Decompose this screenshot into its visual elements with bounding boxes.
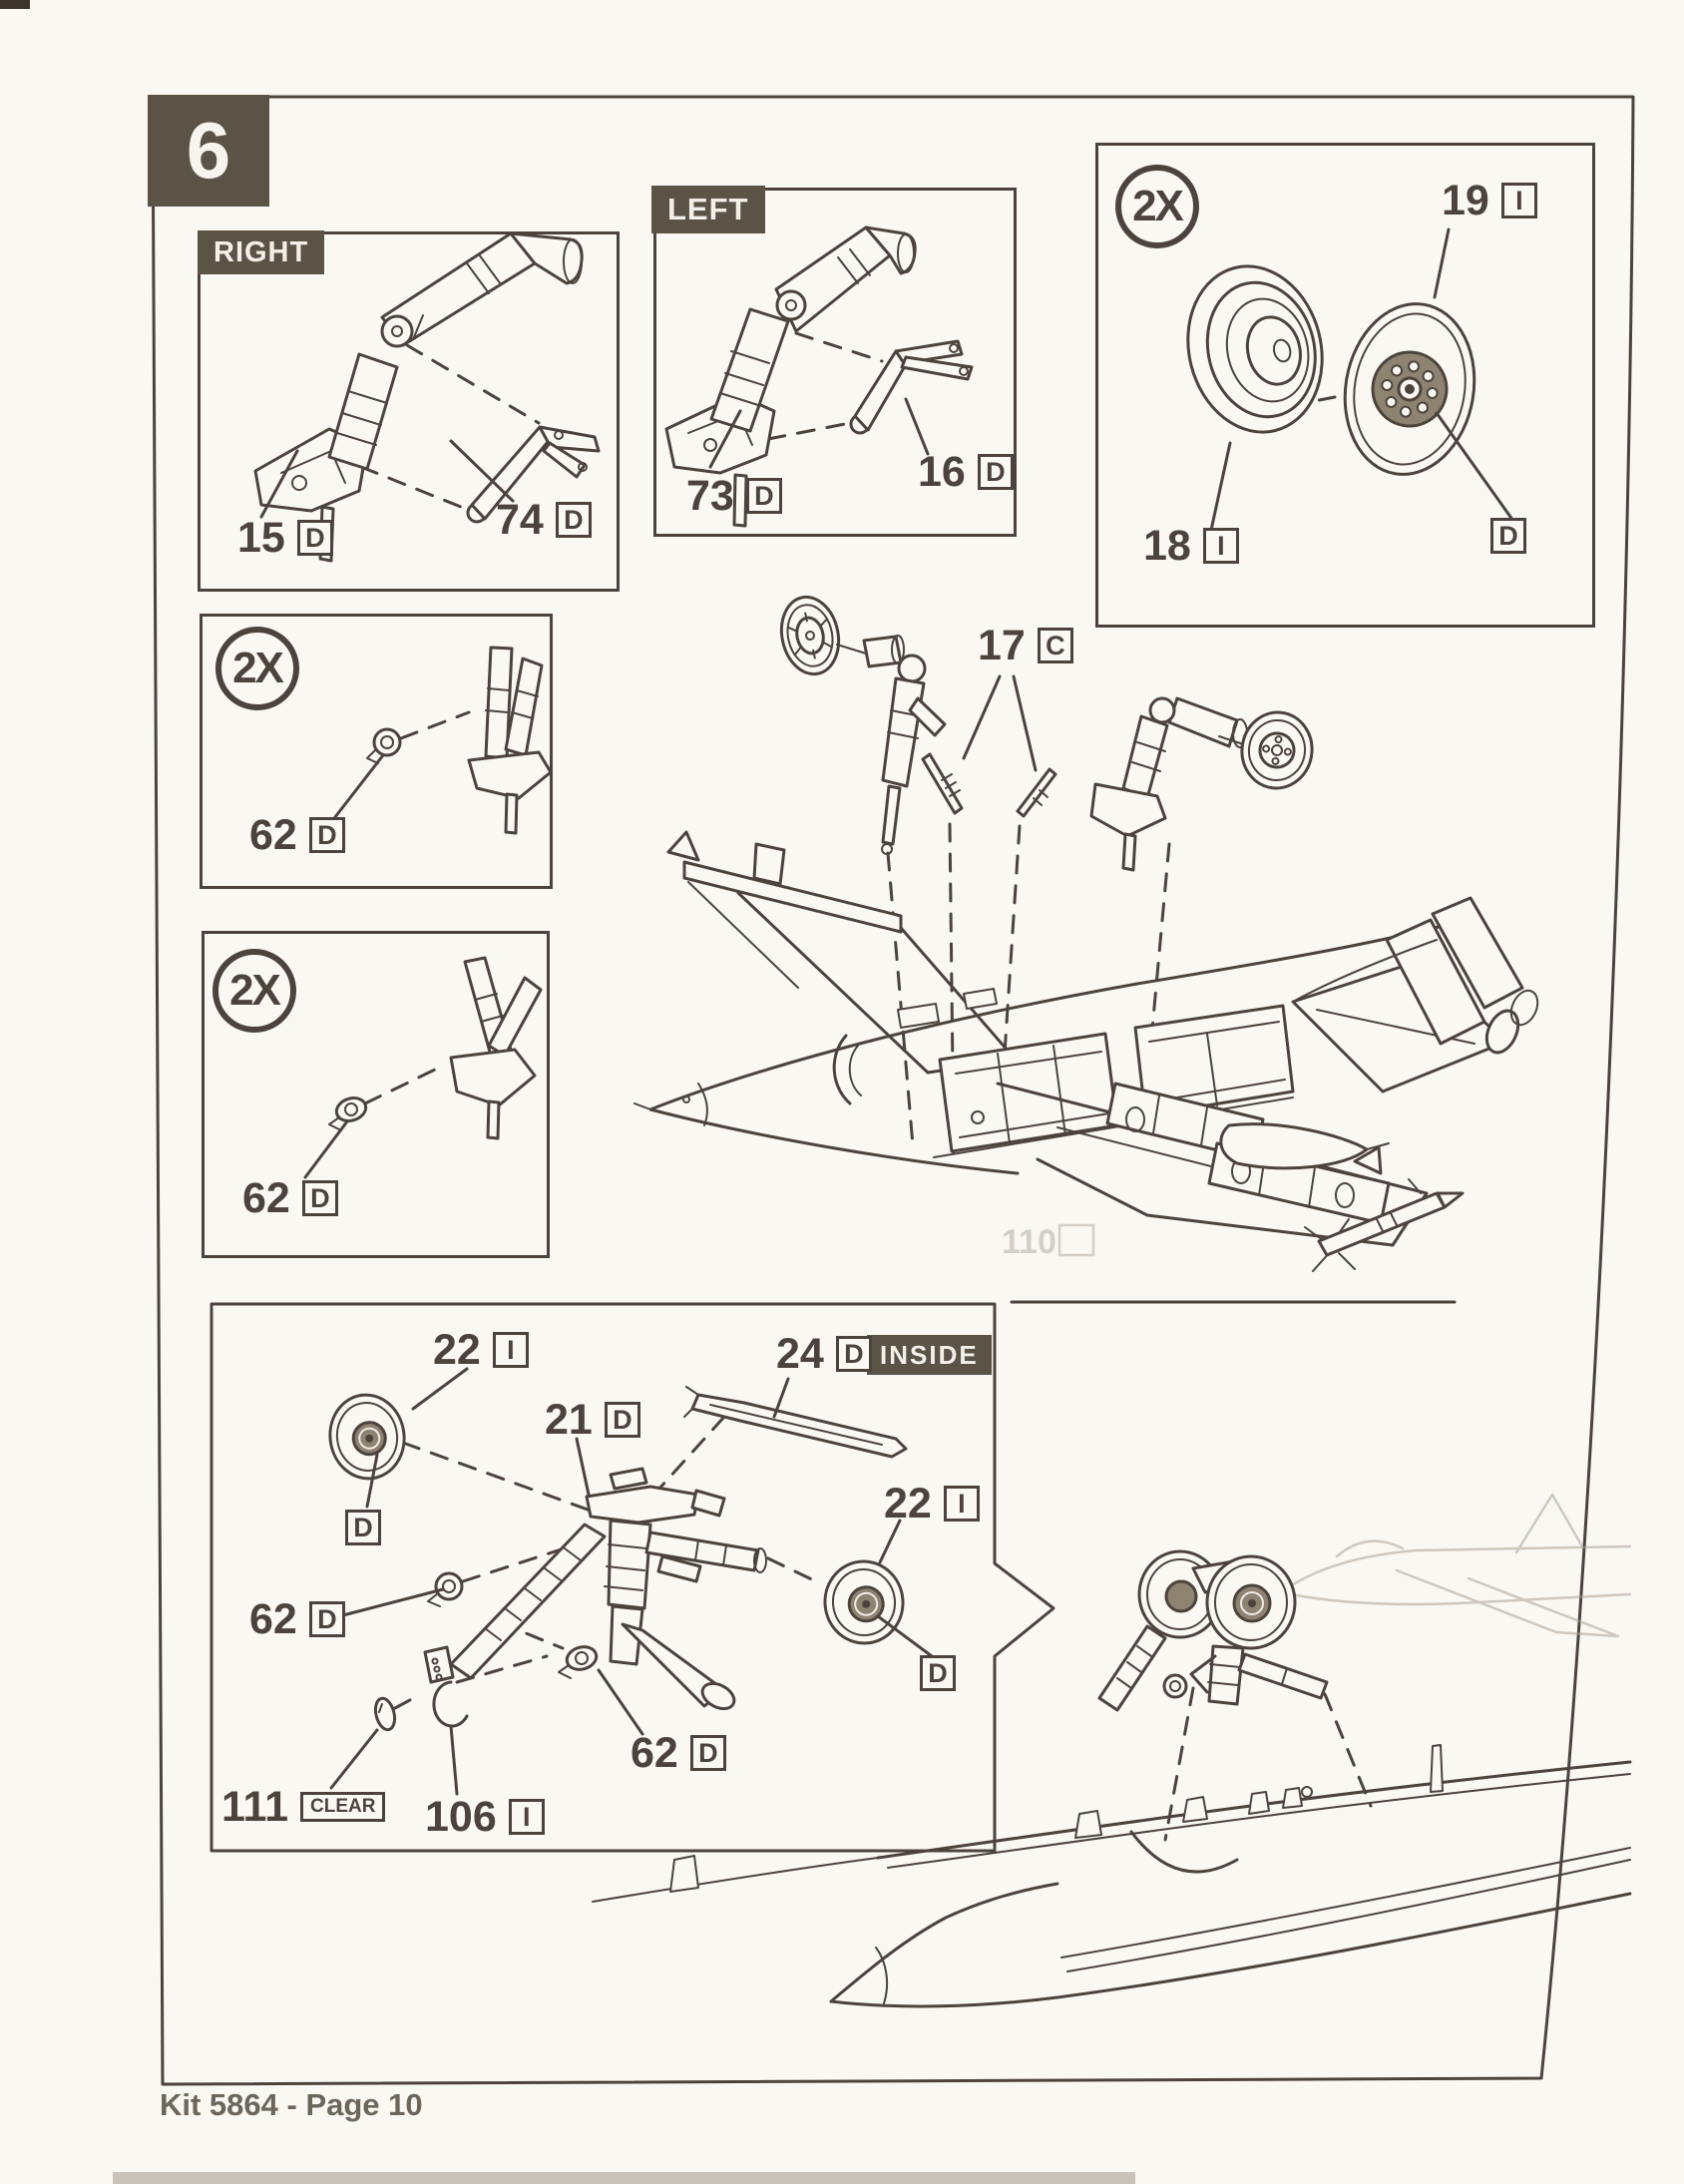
part-number: 15 [237,513,285,562]
nose-gear-unit-illustration [1099,1551,1327,1710]
part-number: 62 [249,1594,297,1643]
part-label-106-I [425,1792,545,1841]
sprue-letter-box: D [309,817,345,853]
part-label-62-D-nose-right [631,1728,726,1777]
sprue-letter-box: D [345,1510,381,1545]
sprue-letter-box: D [978,454,1014,490]
fuselage-assembly-illustration [634,592,1542,1271]
sprue-letter-box: D [1490,518,1526,554]
right-side-tag: RIGHT [198,230,324,274]
sprue-letter-box: D [920,1655,956,1691]
left-main-gear-strut-illustration [864,636,945,854]
sprue-letter-box: D [836,1336,872,1372]
part-label-22-I-right [884,1479,980,1528]
part-number: 74 [496,495,544,544]
gear-pin-parts-illustration [923,754,1055,816]
sprue-letter-box: I [1501,183,1537,218]
ghost-aircraft-illustration [1255,1495,1630,1636]
quantity-2x-wheels: 2X [1115,165,1199,248]
part-label-111-CLEAR [221,1782,385,1831]
part-number: 16 [918,447,966,496]
bleed-through-artifact [1002,1223,1093,1261]
part-label-24-D [776,1329,872,1378]
quantity-2x-grommet-upper: 2X [215,627,299,710]
part-label-62-D-nose-left [249,1594,345,1643]
part-label-74-D [496,495,592,544]
page-footer: Kit 5864 - Page 10 [160,2087,423,2122]
sprue-letter-box: C [1038,628,1073,663]
part-label-19-I [1442,176,1537,224]
step-number: 6 [186,106,231,195]
part-number: 111 [221,1782,288,1831]
part-number: 17 [978,621,1026,669]
sprue-letter-box: CLEAR [300,1792,385,1822]
sprue-letter-box: D [690,1735,726,1771]
part-number: 62 [249,810,297,859]
left-side-tag: LEFT [651,186,765,233]
sprue-letter-box: I [1203,528,1239,564]
part-number: 62 [631,1728,678,1777]
part-label-D-wheel [1490,515,1526,557]
part-label-D-right-wheel [920,1652,956,1694]
inverted-fuselage-illustration [634,832,1542,1271]
sprue-letter-box: D [302,1180,338,1216]
sprue-letter-box: D [746,478,782,514]
part-number: 21 [545,1395,593,1444]
forward-fuselage-illustration [593,1495,1630,2006]
part-number: 24 [776,1329,824,1378]
part-label-21-D [545,1395,640,1444]
part-label-73-D [686,471,782,520]
right-main-wheel-illustration [1237,707,1317,792]
sprue-letter-box: I [944,1486,980,1522]
step-number-badge [148,95,269,207]
sprue-letter-box: I [509,1799,545,1835]
part-label-D-left-wheel [345,1507,381,1548]
part-label-22-I-left [433,1325,529,1374]
bleed-text: 110 [1002,1223,1056,1261]
part-label-18-I [1143,521,1239,570]
sprue-letter-box: D [297,520,333,556]
sprue-letter-box: D [309,1601,345,1637]
sprue-letter-box: D [556,502,592,538]
quantity-2x-grommet-lower: 2X [212,949,296,1033]
inside-tag: INSIDE [867,1335,992,1375]
part-label-15-D [237,513,333,562]
part-label-62-D-lower-box [242,1173,338,1222]
sprue-letter-box: D [605,1402,640,1438]
part-number: 73 [686,471,734,520]
part-number: 62 [242,1173,290,1222]
part-number: 22 [884,1479,932,1528]
part-label-62-D-upper-box [249,810,345,859]
part-label-17-C [978,621,1073,669]
part-number: 22 [433,1325,481,1374]
part-number: 106 [425,1792,497,1841]
part-number: 18 [1143,521,1191,570]
part-label-16-D [918,447,1014,496]
part-number: 19 [1442,176,1489,224]
sprue-letter-box: I [493,1332,529,1368]
left-main-wheel-illustration [775,592,846,679]
